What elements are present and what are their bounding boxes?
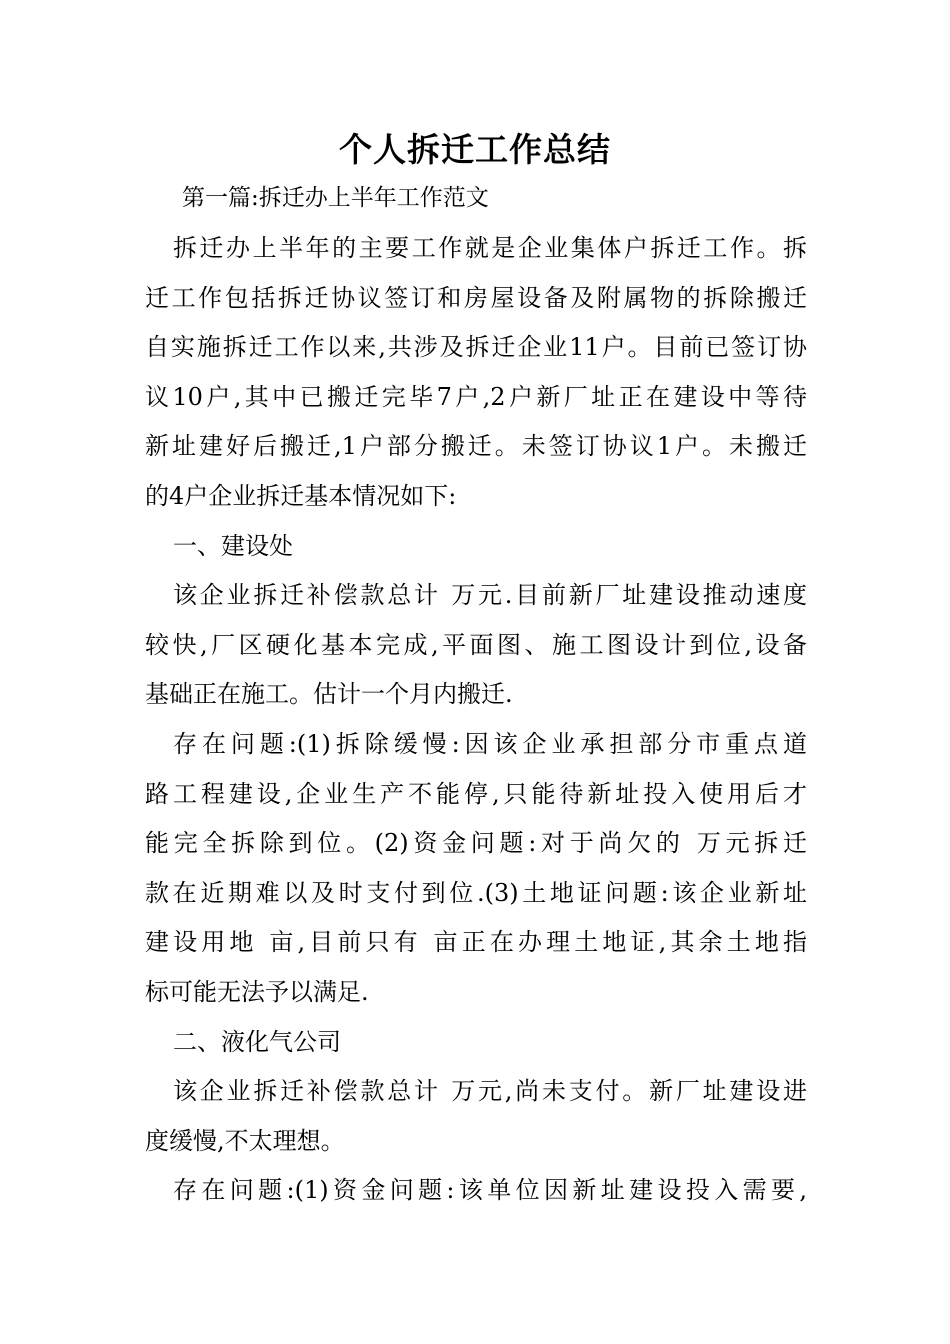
body-line: 路工程建设,企业生产不能停,只能待新址投入使用后才: [145, 779, 807, 808]
document-title: 个人拆迁工作总结: [339, 130, 611, 169]
body-line: 度缓慢,不太理想。: [145, 1126, 345, 1155]
body-line: 新址建好后搬迁,1户部分搬迁。未签订协议1户。未搬迁: [145, 432, 807, 461]
body-line: 该企业拆迁补偿款总计 万元.目前新厂址建设推动速度: [173, 581, 807, 610]
body-line: 款在近期难以及时支付到位.(3)土地证问题:该企业新址: [145, 878, 807, 907]
body-line: 建设用地 亩,目前只有 亩正在办理土地证,其余土地指: [145, 928, 807, 957]
body-line: 一、建设处: [173, 531, 293, 560]
document-subtitle: 第一篇:拆迁办上半年工作范文: [182, 185, 489, 211]
body-line: 标可能无法予以满足.: [145, 977, 369, 1006]
body-line: 基础正在施工。估计一个月内搬迁.: [145, 680, 513, 709]
body-line: 自实施拆迁工作以来,共涉及拆迁企业11户。目前已签订协: [145, 333, 807, 362]
body-line: 迁工作包括拆迁协议签订和房屋设备及附属物的拆除搬迁: [145, 283, 807, 312]
body-line: 二、液化气公司: [173, 1027, 341, 1056]
body-line: 拆迁办上半年的主要工作就是企业集体户拆迁工作。拆: [173, 234, 807, 262]
body-line: 的4户企业拆迁基本情况如下:: [145, 481, 457, 510]
body-line: 存在问题:(1)拆除缓慢:因该企业承担部分市重点道: [173, 729, 807, 758]
body-line: 存在问题:(1)资金问题:该单位因新址建设投入需要,: [173, 1176, 807, 1205]
body-line: 议10户,其中已搬迁完毕7户,2户新厂址正在建设中等待: [145, 382, 807, 411]
body-line: 较快,厂区硬化基本完成,平面图、施工图设计到位,设备: [145, 630, 807, 659]
body-line: 该企业拆迁补偿款总计 万元,尚未支付。新厂址建设进: [173, 1077, 807, 1106]
document-body: [145, 224, 807, 1216]
body-line: 能完全拆除到位。(2)资金问题:对于尚欠的 万元拆迁: [145, 829, 807, 858]
